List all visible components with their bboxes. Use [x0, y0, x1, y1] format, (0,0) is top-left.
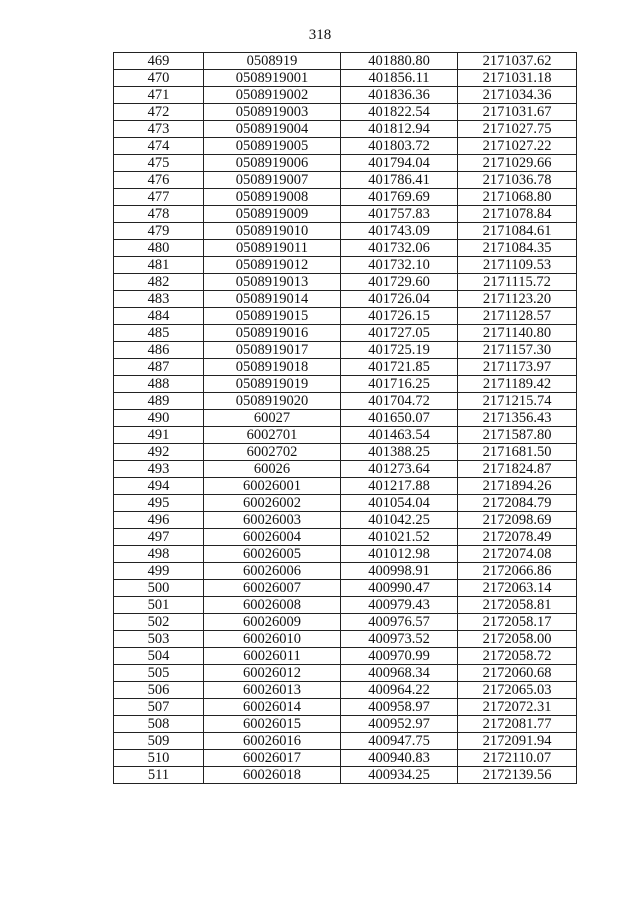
table-row	[114, 495, 577, 512]
y-coordinate-cell: 2172058.81	[458, 597, 577, 614]
point-id-cell: 0508919003	[204, 104, 341, 121]
table-row	[114, 716, 577, 733]
x-coordinate-cell: 400940.83	[341, 750, 458, 767]
point-number-cell: 470	[114, 70, 204, 87]
point-id-cell: 0508919006	[204, 155, 341, 172]
table-row	[114, 580, 577, 597]
x-coordinate-cell: 400947.75	[341, 733, 458, 750]
table-row	[114, 325, 577, 342]
point-id-cell: 0508919007	[204, 172, 341, 189]
point-number-cell: 472	[114, 104, 204, 121]
point-number-cell: 490	[114, 410, 204, 427]
table-row	[114, 189, 577, 206]
table-row	[114, 478, 577, 495]
x-coordinate-cell: 401054.04	[341, 495, 458, 512]
point-number-cell: 469	[114, 53, 204, 70]
point-id-cell: 60026013	[204, 682, 341, 699]
x-coordinate-cell: 400970.99	[341, 648, 458, 665]
y-coordinate-cell: 2171034.36	[458, 87, 577, 104]
table-row	[114, 614, 577, 631]
y-coordinate-cell: 2172072.31	[458, 699, 577, 716]
point-id-cell: 60026010	[204, 631, 341, 648]
point-id-cell: 60026017	[204, 750, 341, 767]
coordinates-table-body	[114, 53, 577, 784]
y-coordinate-cell: 2171115.72	[458, 274, 577, 291]
x-coordinate-cell: 401726.04	[341, 291, 458, 308]
point-number-cell: 485	[114, 325, 204, 342]
point-number-cell: 511	[114, 767, 204, 784]
y-coordinate-cell: 2171140.80	[458, 325, 577, 342]
table-row	[114, 104, 577, 121]
point-id-cell: 0508919	[204, 53, 341, 70]
x-coordinate-cell: 401650.07	[341, 410, 458, 427]
point-id-cell: 60026015	[204, 716, 341, 733]
y-coordinate-cell: 2171824.87	[458, 461, 577, 478]
x-coordinate-cell: 401217.88	[341, 478, 458, 495]
point-id-cell: 0508919019	[204, 376, 341, 393]
y-coordinate-cell: 2172065.03	[458, 682, 577, 699]
y-coordinate-cell: 2172074.08	[458, 546, 577, 563]
table-row	[114, 138, 577, 155]
point-id-cell: 0508919010	[204, 223, 341, 240]
y-coordinate-cell: 2171173.97	[458, 359, 577, 376]
point-id-cell: 0508919002	[204, 87, 341, 104]
point-id-cell: 0508919005	[204, 138, 341, 155]
y-coordinate-cell: 2171068.80	[458, 189, 577, 206]
point-id-cell: 60026001	[204, 478, 341, 495]
point-id-cell: 6002702	[204, 444, 341, 461]
x-coordinate-cell: 401812.94	[341, 121, 458, 138]
x-coordinate-cell: 400964.22	[341, 682, 458, 699]
table-row	[114, 733, 577, 750]
y-coordinate-cell: 2171031.18	[458, 70, 577, 87]
point-number-cell: 481	[114, 257, 204, 274]
x-coordinate-cell: 401794.04	[341, 155, 458, 172]
point-id-cell: 0508919013	[204, 274, 341, 291]
x-coordinate-cell: 400979.43	[341, 597, 458, 614]
point-number-cell: 491	[114, 427, 204, 444]
x-coordinate-cell: 401757.83	[341, 206, 458, 223]
page-number: 318	[308, 27, 332, 43]
y-coordinate-cell: 2171037.62	[458, 53, 577, 70]
x-coordinate-cell: 400973.52	[341, 631, 458, 648]
y-coordinate-cell: 2171894.26	[458, 478, 577, 495]
point-id-cell: 60026002	[204, 495, 341, 512]
point-id-cell: 0508919020	[204, 393, 341, 410]
point-number-cell: 482	[114, 274, 204, 291]
point-id-cell: 0508919016	[204, 325, 341, 342]
point-number-cell: 506	[114, 682, 204, 699]
point-id-cell: 0508919001	[204, 70, 341, 87]
y-coordinate-cell: 2171029.66	[458, 155, 577, 172]
table-row	[114, 512, 577, 529]
point-number-cell: 504	[114, 648, 204, 665]
point-number-cell: 510	[114, 750, 204, 767]
point-id-cell: 60027	[204, 410, 341, 427]
point-number-cell: 473	[114, 121, 204, 138]
point-id-cell: 60026014	[204, 699, 341, 716]
x-coordinate-cell: 401729.60	[341, 274, 458, 291]
table-row	[114, 155, 577, 172]
point-number-cell: 500	[114, 580, 204, 597]
point-number-cell: 488	[114, 376, 204, 393]
table-row	[114, 274, 577, 291]
y-coordinate-cell: 2172078.49	[458, 529, 577, 546]
point-number-cell: 478	[114, 206, 204, 223]
table-row	[114, 291, 577, 308]
table-row	[114, 206, 577, 223]
y-coordinate-cell: 2171157.30	[458, 342, 577, 359]
x-coordinate-cell: 401856.11	[341, 70, 458, 87]
point-number-cell: 484	[114, 308, 204, 325]
point-id-cell: 0508919004	[204, 121, 341, 138]
point-id-cell: 0508919012	[204, 257, 341, 274]
table-row	[114, 342, 577, 359]
y-coordinate-cell: 2172060.68	[458, 665, 577, 682]
point-number-cell: 507	[114, 699, 204, 716]
point-number-cell: 498	[114, 546, 204, 563]
point-number-cell: 477	[114, 189, 204, 206]
point-number-cell: 489	[114, 393, 204, 410]
point-id-cell: 0508919017	[204, 342, 341, 359]
x-coordinate-cell: 401743.09	[341, 223, 458, 240]
y-coordinate-cell: 2171027.75	[458, 121, 577, 138]
table-row	[114, 682, 577, 699]
table-row	[114, 376, 577, 393]
point-id-cell: 60026009	[204, 614, 341, 631]
point-number-cell: 471	[114, 87, 204, 104]
table-row	[114, 308, 577, 325]
x-coordinate-cell: 401880.80	[341, 53, 458, 70]
x-coordinate-cell: 401786.41	[341, 172, 458, 189]
y-coordinate-cell: 2172063.14	[458, 580, 577, 597]
x-coordinate-cell: 401732.10	[341, 257, 458, 274]
x-coordinate-cell: 401388.25	[341, 444, 458, 461]
point-number-cell: 486	[114, 342, 204, 359]
x-coordinate-cell: 401716.25	[341, 376, 458, 393]
table-row	[114, 597, 577, 614]
y-coordinate-cell: 2172084.79	[458, 495, 577, 512]
y-coordinate-cell: 2172110.07	[458, 750, 577, 767]
y-coordinate-cell: 2171084.61	[458, 223, 577, 240]
x-coordinate-cell: 401012.98	[341, 546, 458, 563]
x-coordinate-cell: 401704.72	[341, 393, 458, 410]
x-coordinate-cell: 401273.64	[341, 461, 458, 478]
y-coordinate-cell: 2172058.72	[458, 648, 577, 665]
point-id-cell: 0508919018	[204, 359, 341, 376]
point-number-cell: 503	[114, 631, 204, 648]
x-coordinate-cell: 401042.25	[341, 512, 458, 529]
y-coordinate-cell: 2172058.00	[458, 631, 577, 648]
y-coordinate-cell: 2171587.80	[458, 427, 577, 444]
y-coordinate-cell: 2171109.53	[458, 257, 577, 274]
point-number-cell: 508	[114, 716, 204, 733]
y-coordinate-cell: 2171681.50	[458, 444, 577, 461]
x-coordinate-cell: 401021.52	[341, 529, 458, 546]
y-coordinate-cell: 2171084.35	[458, 240, 577, 257]
point-id-cell: 60026	[204, 461, 341, 478]
point-number-cell: 492	[114, 444, 204, 461]
y-coordinate-cell: 2172139.56	[458, 767, 577, 784]
point-id-cell: 60026016	[204, 733, 341, 750]
point-number-cell: 497	[114, 529, 204, 546]
point-id-cell: 0508919014	[204, 291, 341, 308]
point-number-cell: 496	[114, 512, 204, 529]
table-row	[114, 53, 577, 70]
table-row	[114, 461, 577, 478]
x-coordinate-cell: 401726.15	[341, 308, 458, 325]
point-id-cell: 60026012	[204, 665, 341, 682]
x-coordinate-cell: 400998.91	[341, 563, 458, 580]
point-id-cell: 60026008	[204, 597, 341, 614]
y-coordinate-cell: 2171356.43	[458, 410, 577, 427]
table-row	[114, 70, 577, 87]
table-row	[114, 427, 577, 444]
x-coordinate-cell: 401803.72	[341, 138, 458, 155]
point-id-cell: 60026011	[204, 648, 341, 665]
point-number-cell: 494	[114, 478, 204, 495]
point-number-cell: 474	[114, 138, 204, 155]
table-row	[114, 121, 577, 138]
x-coordinate-cell: 401727.05	[341, 325, 458, 342]
point-number-cell: 479	[114, 223, 204, 240]
point-number-cell: 495	[114, 495, 204, 512]
point-id-cell: 0508919015	[204, 308, 341, 325]
point-id-cell: 60026005	[204, 546, 341, 563]
table-row	[114, 87, 577, 104]
table-row	[114, 665, 577, 682]
table-row	[114, 750, 577, 767]
x-coordinate-cell: 401836.36	[341, 87, 458, 104]
table-row	[114, 257, 577, 274]
point-number-cell: 505	[114, 665, 204, 682]
table-row	[114, 393, 577, 410]
table-row	[114, 767, 577, 784]
table-row	[114, 529, 577, 546]
x-coordinate-cell: 400968.34	[341, 665, 458, 682]
point-id-cell: 60026007	[204, 580, 341, 597]
y-coordinate-cell: 2171123.20	[458, 291, 577, 308]
table-row	[114, 648, 577, 665]
point-id-cell: 0508919009	[204, 206, 341, 223]
point-number-cell: 499	[114, 563, 204, 580]
y-coordinate-cell: 2172081.77	[458, 716, 577, 733]
point-number-cell: 487	[114, 359, 204, 376]
point-number-cell: 483	[114, 291, 204, 308]
point-number-cell: 476	[114, 172, 204, 189]
point-id-cell: 60026003	[204, 512, 341, 529]
point-number-cell: 501	[114, 597, 204, 614]
y-coordinate-cell: 2172091.94	[458, 733, 577, 750]
y-coordinate-cell: 2171215.74	[458, 393, 577, 410]
point-id-cell: 60026004	[204, 529, 341, 546]
table-row	[114, 223, 577, 240]
table-row	[114, 563, 577, 580]
point-id-cell: 6002701	[204, 427, 341, 444]
y-coordinate-cell: 2172066.86	[458, 563, 577, 580]
y-coordinate-cell: 2172058.17	[458, 614, 577, 631]
y-coordinate-cell: 2172098.69	[458, 512, 577, 529]
y-coordinate-cell: 2171078.84	[458, 206, 577, 223]
table-row	[114, 699, 577, 716]
y-coordinate-cell: 2171027.22	[458, 138, 577, 155]
table-row	[114, 359, 577, 376]
x-coordinate-cell: 400934.25	[341, 767, 458, 784]
point-number-cell: 480	[114, 240, 204, 257]
x-coordinate-cell: 401769.69	[341, 189, 458, 206]
point-id-cell: 0508919011	[204, 240, 341, 257]
table-row	[114, 631, 577, 648]
point-number-cell: 502	[114, 614, 204, 631]
x-coordinate-cell: 400952.97	[341, 716, 458, 733]
y-coordinate-cell: 2171031.67	[458, 104, 577, 121]
table-row	[114, 172, 577, 189]
coordinates-table	[113, 52, 577, 784]
point-id-cell: 60026006	[204, 563, 341, 580]
y-coordinate-cell: 2171128.57	[458, 308, 577, 325]
table-row	[114, 240, 577, 257]
x-coordinate-cell: 400976.57	[341, 614, 458, 631]
x-coordinate-cell: 401721.85	[341, 359, 458, 376]
table-row	[114, 546, 577, 563]
x-coordinate-cell: 401732.06	[341, 240, 458, 257]
x-coordinate-cell: 401725.19	[341, 342, 458, 359]
table-row	[114, 444, 577, 461]
x-coordinate-cell: 400958.97	[341, 699, 458, 716]
x-coordinate-cell: 400990.47	[341, 580, 458, 597]
table-row	[114, 410, 577, 427]
x-coordinate-cell: 401822.54	[341, 104, 458, 121]
y-coordinate-cell: 2171189.42	[458, 376, 577, 393]
y-coordinate-cell: 2171036.78	[458, 172, 577, 189]
point-id-cell: 60026018	[204, 767, 341, 784]
point-number-cell: 493	[114, 461, 204, 478]
point-number-cell: 475	[114, 155, 204, 172]
point-number-cell: 509	[114, 733, 204, 750]
x-coordinate-cell: 401463.54	[341, 427, 458, 444]
point-id-cell: 0508919008	[204, 189, 341, 206]
